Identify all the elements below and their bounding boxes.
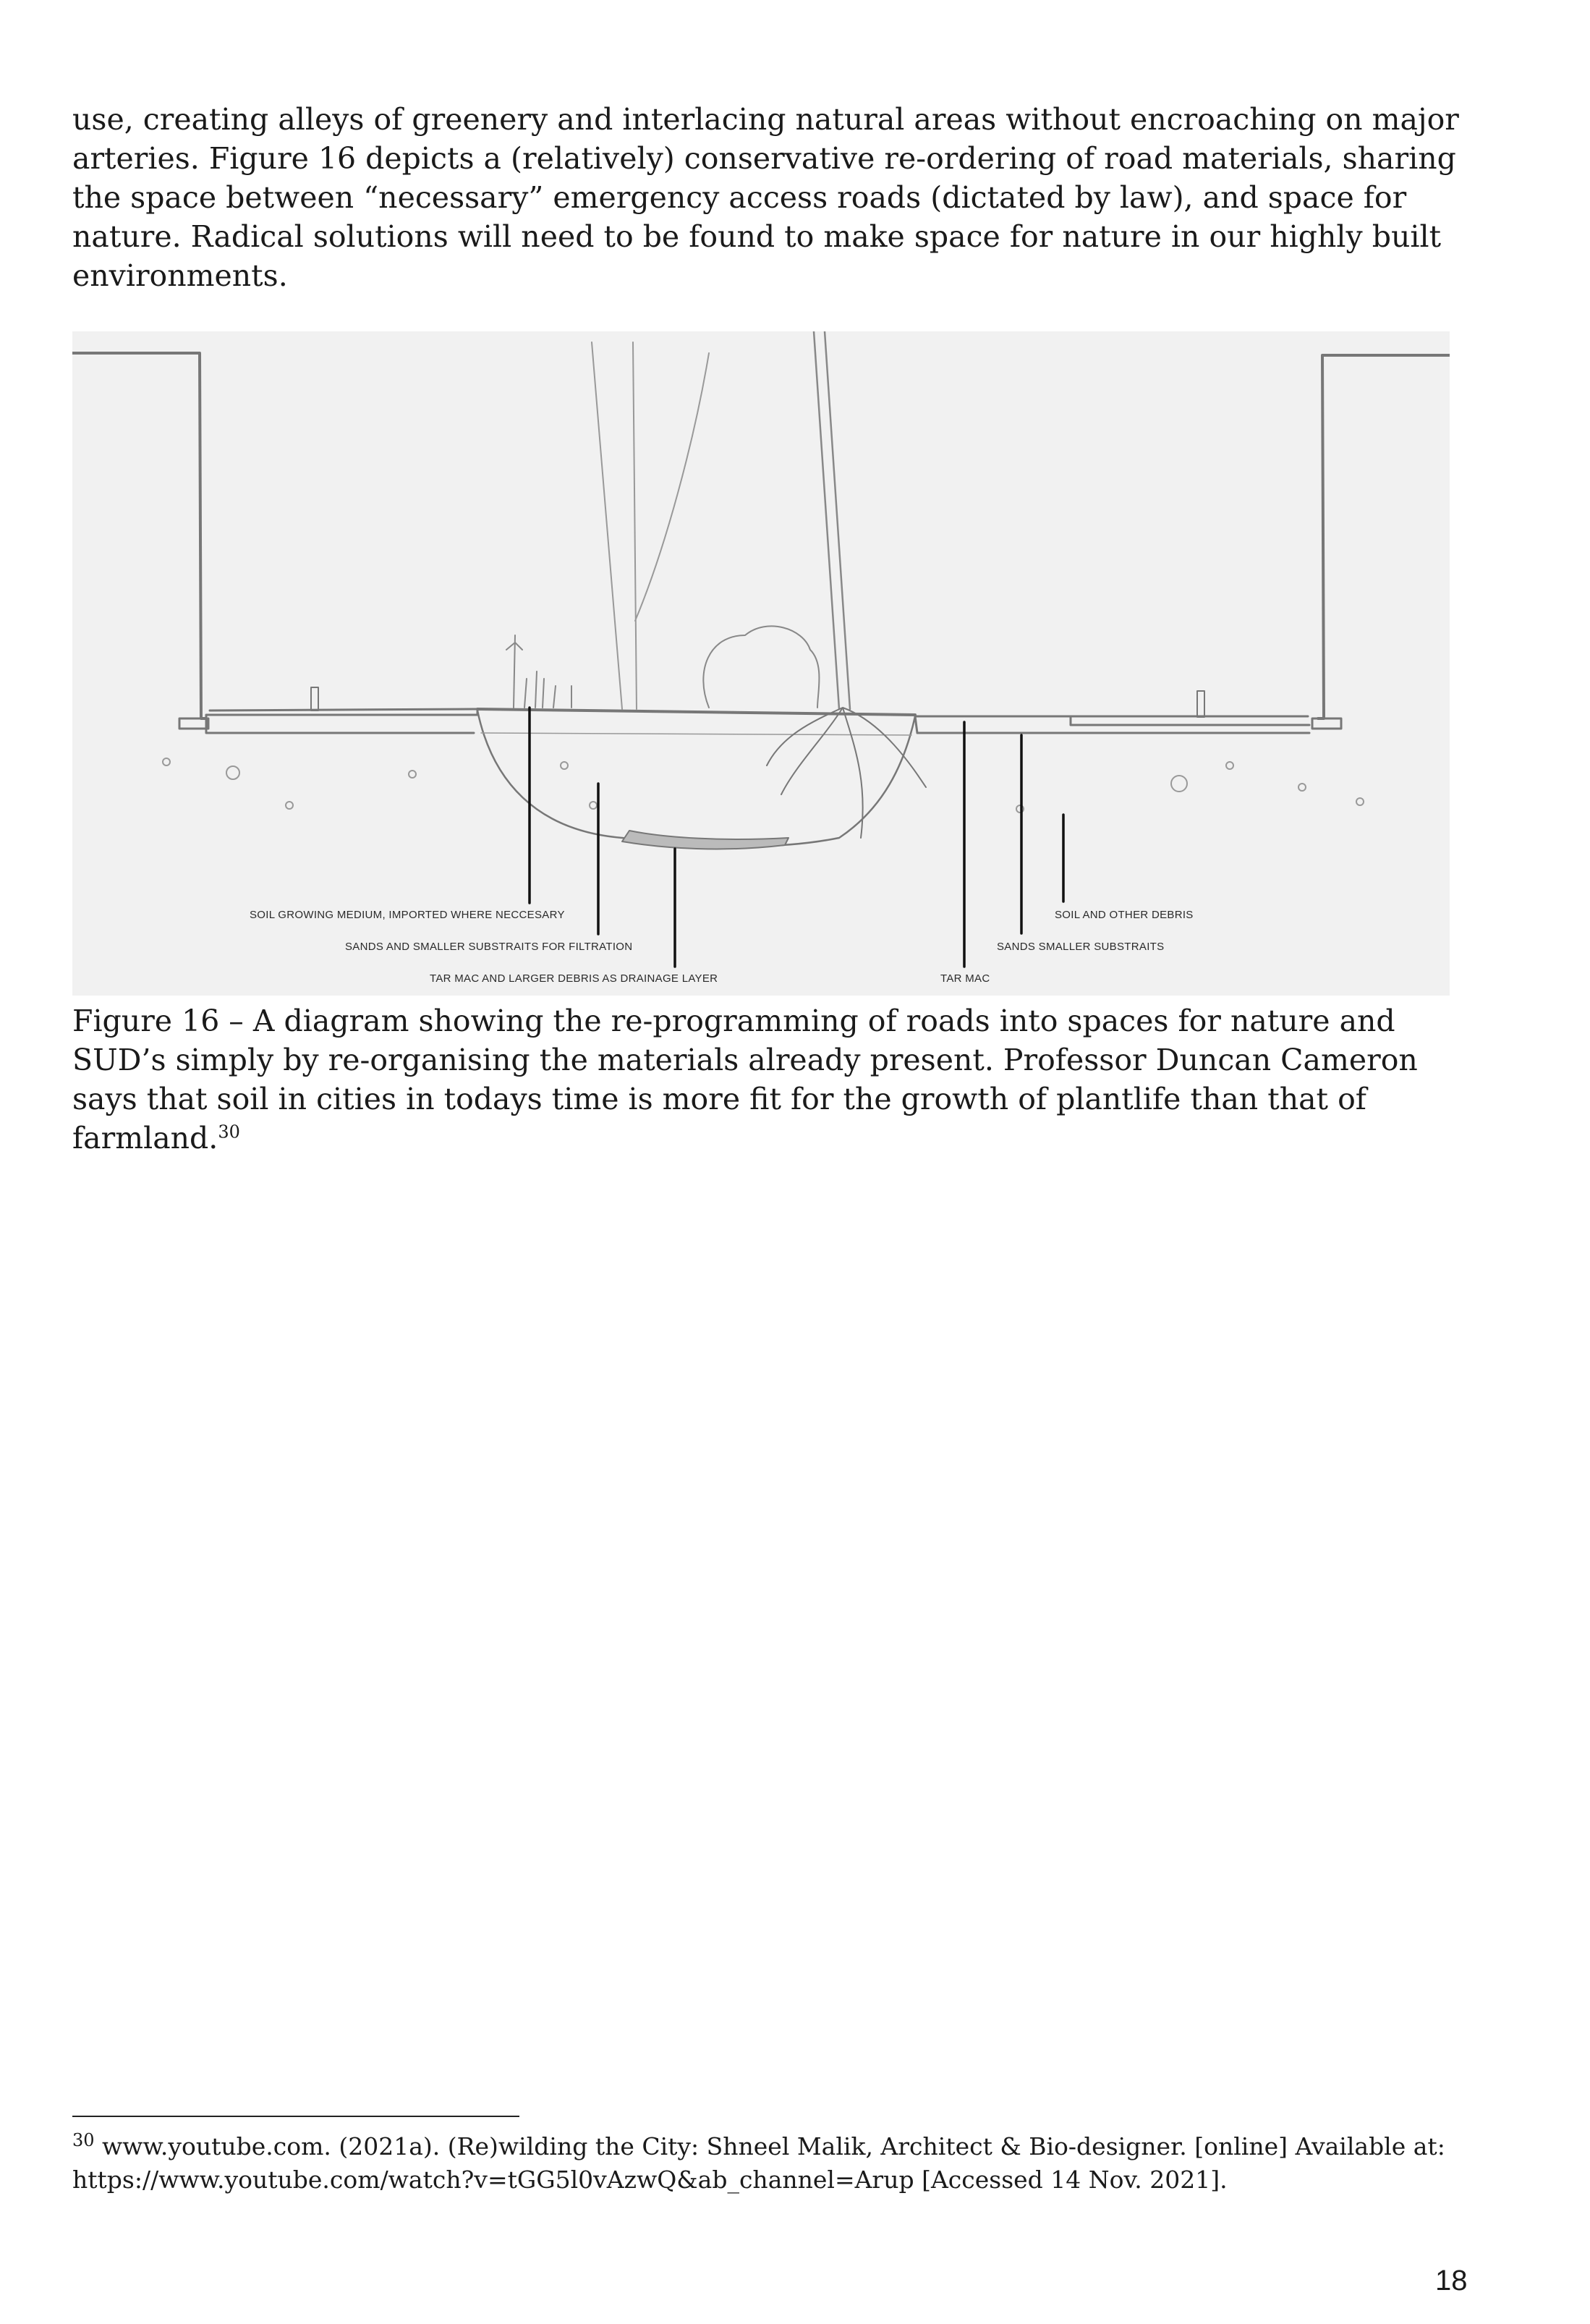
body-paragraph: use, creating alleys of greenery and interlacing natural areas without encroaching on major arteries. Figure 16 depicts a (relatively) conservative re-ordering of road materials, sharing the space between “necessary” emergency access roads (dictated by law), and space for nature. Radical solutions will need to be found to make space for nature in our highly built environments. bbox=[72, 102, 1459, 293]
bollard-left bbox=[311, 687, 318, 711]
pebbles bbox=[163, 758, 1364, 813]
tree-trunk-left bbox=[592, 342, 709, 709]
small-plants bbox=[506, 635, 571, 708]
tree-trunk-right bbox=[814, 331, 850, 709]
right-building-outline bbox=[1318, 355, 1450, 718]
footnote-reference[interactable]: 30 bbox=[218, 1121, 240, 1142]
figure-16-diagram bbox=[72, 331, 1450, 996]
label-sands-filtration: SANDS AND SMALLER SUBSTRAITS FOR FILTRATION bbox=[345, 941, 633, 953]
drainage-layer bbox=[622, 831, 788, 849]
label-sands-smaller-substraits: SANDS SMALLER SUBSTRAITS bbox=[997, 941, 1165, 953]
label-tar-mac: TAR MAC bbox=[940, 972, 990, 985]
inner-soil-line bbox=[481, 733, 911, 735]
label-drainage-layer: TAR MAC AND LARGER DEBRIS AS DRAINAGE LAYER bbox=[430, 972, 718, 985]
tree-roots bbox=[767, 708, 926, 838]
footnote bbox=[72, 2130, 1519, 2197]
footnote-number: 30 bbox=[72, 2130, 95, 2150]
right-kerb bbox=[1312, 718, 1341, 729]
footnote-separator bbox=[72, 2116, 519, 2117]
bollard-right bbox=[1197, 691, 1204, 717]
left-pavement bbox=[206, 709, 477, 733]
caption-text: Figure 16 – A diagram showing the re-programming of roads into spaces for nature and SUD’s simply by re-organising the materials already present. Professor Duncan Cameron says that soil in cities in todays time is more fit for the growth of plantlife than that of farmland. bbox=[72, 1004, 1418, 1155]
page-number: 18 bbox=[1435, 2265, 1468, 2297]
left-building-outline bbox=[72, 353, 206, 718]
left-kerb bbox=[179, 718, 208, 729]
label-soil-growing-medium: SOIL GROWING MEDIUM, IMPORTED WHERE NECCESARY bbox=[250, 909, 565, 921]
shrub bbox=[703, 626, 819, 708]
footnote-text: www.youtube.com. (2021a). (Re)wilding the City: Shneel Malik, Architect & Bio-designer. [online] Available at: https://www.youtube.com/watch?v=tGG5l0vAzwQ&ab_channel=Arup [Accessed 14 Nov. 2021]. bbox=[72, 2132, 1445, 2194]
road-section-sketch bbox=[72, 331, 1450, 996]
label-soil-other-debris: SOIL AND OTHER DEBRIS bbox=[1055, 909, 1194, 921]
figure-caption bbox=[72, 1001, 1490, 1158]
right-pavement bbox=[915, 716, 1309, 733]
